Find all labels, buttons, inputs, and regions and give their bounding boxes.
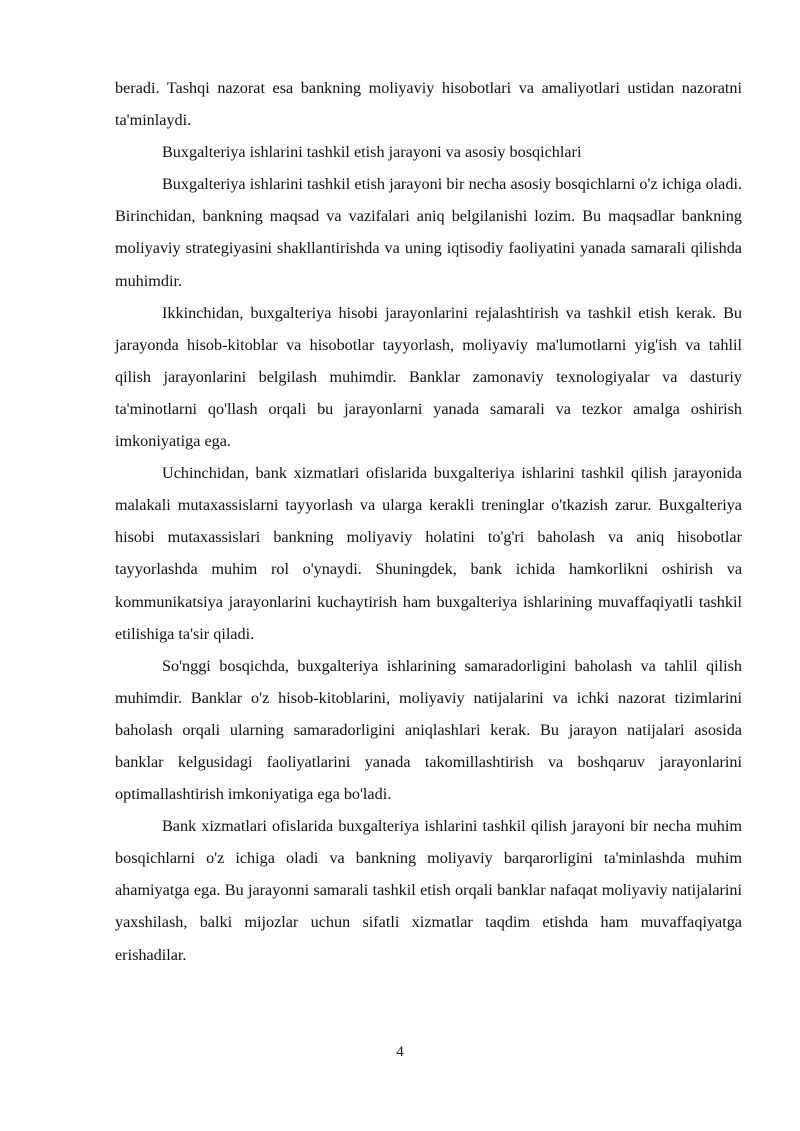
document-page <box>115 72 742 971</box>
page-number: 4 <box>396 1044 404 1060</box>
continuation-paragraph: beradi. Tashqi nazorat esa bankning moliyaviy hisobotlari va amaliyotlari ustidan nazoratni ta'minlaydi. <box>115 79 742 130</box>
section-heading: Buxgalteriya ishlarini tashkil etish jarayoni va asosiy bosqichlari <box>162 143 582 162</box>
paragraph-5: Bank xizmatlari ofislarida buxgalteriya ishlarini tashkil qilish jarayoni bir necha muhim bosqichlarni o'z ichiga oladi va bankning moliyaviy barqarorligini ta'minlashda muhim ahamiyatga ega. Bu jarayonni samarali tashkil etish orqali banklar nafaqat moliyaviy natijalarini yaxshilash, balki mijozlar uchun sifatli xizmatlar taqdim etishda ham muvaffaqiyatga erishadilar. <box>115 817 742 964</box>
paragraph-2: Ikkinchidan, buxgalteriya hisobi jarayonlarini rejalashtirish va tashkil etish kerak. Bu jarayonda hisob-kitoblar va hisobotlar tayyorlash, moliyaviy ma'lumotlarni yig'ish va tahlil qilish jarayonlarini belgilash muhimdir. Banklar zamonaviy texnologiyalar va dasturiy ta'minotlarni qo'llash orqali bu jarayonlarni yanada samarali va tezkor amalga oshirish imkoniyatiga ega. <box>115 303 742 451</box>
paragraph-1: Buxgalteriya ishlarini tashkil etish jarayoni bir necha asosiy bosqichlarni o'z ichiga oladi. Birinchidan, bankning maqsad va vazifalari aniq belgilanishi lozim. Bu maqsadlar bankning moliyaviy strategiyasini shakllantirishda va uning iqtisodiy faoliyatini yanada samarali qilishda muhimdir. <box>115 175 742 290</box>
paragraph-3: Uchinchidan, bank xizmatlari ofislarida buxgalteriya ishlarini tashkil qilish jarayonida malakali mutaxassislarni tayyorlash va ularga kerakli treninglar o'tkazish zarur. Buxgalteriya hisobi mutaxassislari bankning moliyaviy holatini to'g'ri baholash va aniq hisobotlar tayyorlashda muhim rol o'ynaydi. Shuningdek, bank ichida hamkorlikni oshirish va kommunikatsiya jarayonlarini kuchaytirish ham buxgalteriya ishlarining muvaffaqiyatli tashkil etilishiga ta'sir qiladi. <box>115 464 742 643</box>
paragraph-4: So'nggi bosqichda, buxgalteriya ishlarining samaradorligini baholash va tahlil qilish muhimdir. Banklar o'z hisob-kitoblarini, moliyaviy natijalarini va ichki nazorat tizimlarini baholash orqali ularning samaradorligini aniqlashlari kerak. Bu jarayon natijalari asosida banklar kelgusidagi faoliyatlarini yanada takomillashtirish va boshqaruv jarayonlarini optimallashtirish imkoniyatiga ega bo'ladi. <box>115 656 742 804</box>
